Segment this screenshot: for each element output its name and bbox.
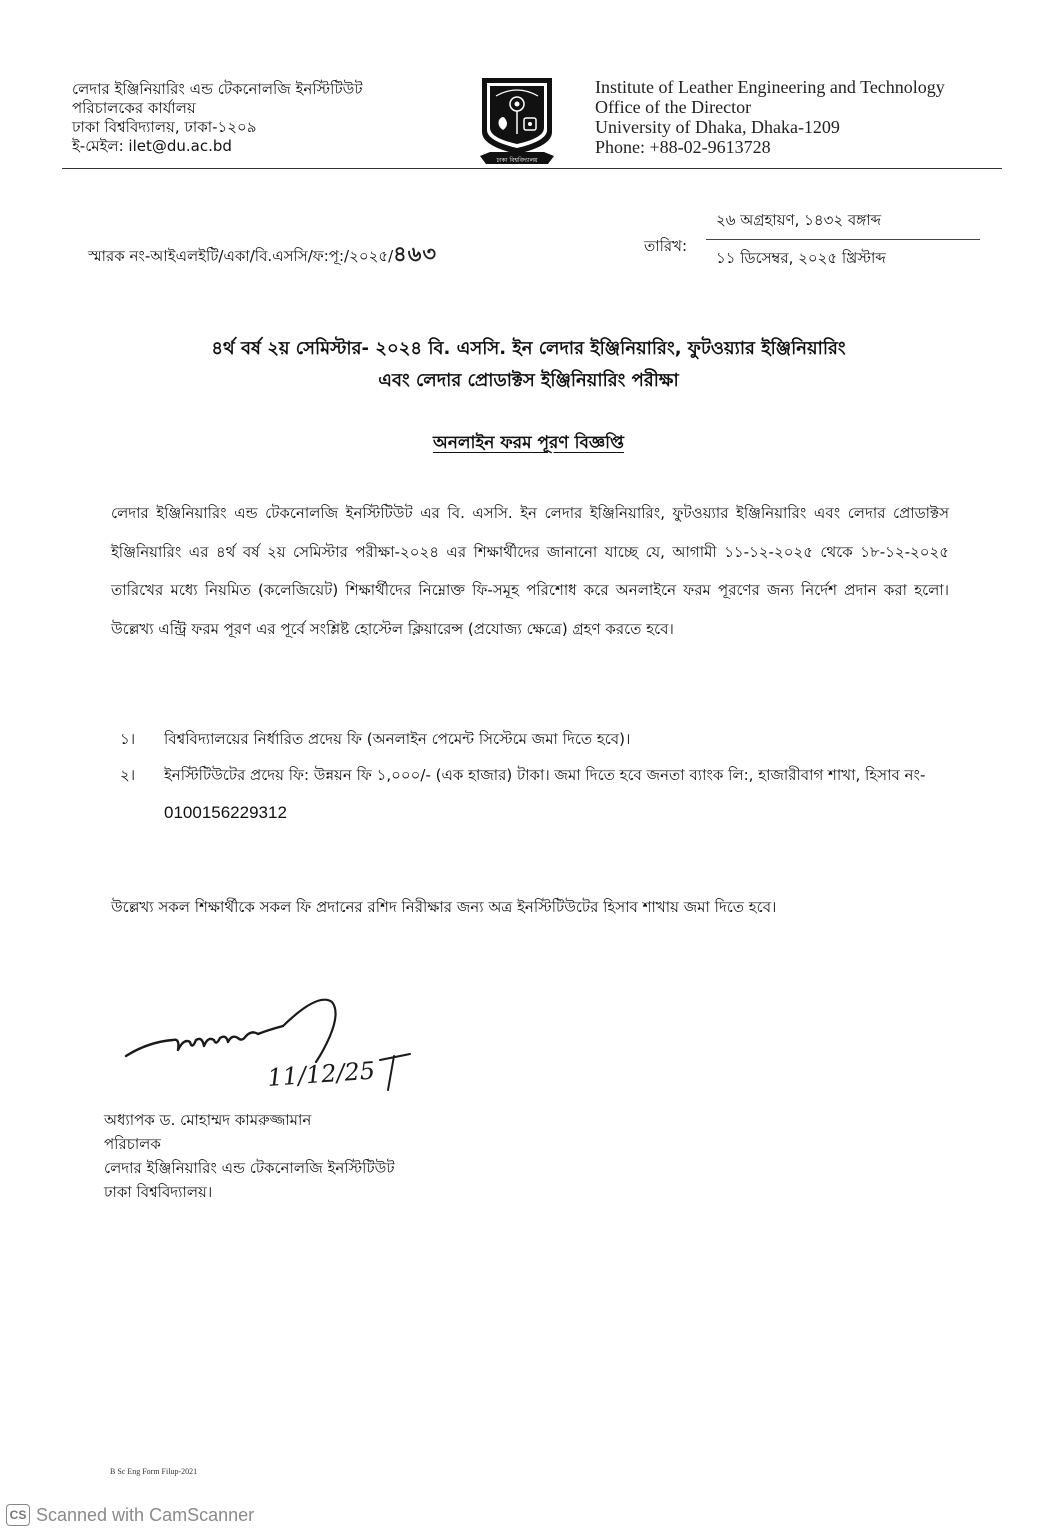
signature [118, 990, 418, 1100]
signer-institute: লেদার ইঞ্জিনিয়ারিং এন্ড টেকনোলজি ইনস্টিটিউট [104, 1159, 395, 1177]
memo-handwritten-number: ৪৬৩ [393, 241, 438, 266]
header-english-line: Office of the Director [595, 97, 752, 117]
header-bangla-line: ই-মেইল: ilet@du.ac.bd [72, 137, 232, 155]
notice-subtitle-text: অনলাইন ফরম পূরণ বিজ্ঞপ্তি [432, 433, 625, 453]
date-english: ১১ ডিসেম্বর, ২০২৫ খ্রিস্টাব্দ [716, 249, 886, 267]
notice-title-line-1: ৪র্থ বর্ষ ২য় সেমিস্টার- ২০২৪ বি. এসসি. ইন লেদার ইঞ্জিনিয়ারিং, ফুটওয়্যার ইঞ্জিনিয়ারিং [211, 338, 846, 359]
notice-note: উল্লেখ্য সকল শিক্ষার্থীকে সকল ফি প্রদানের রশিদ নিরীক্ষার জন্য অত্র ইনস্টিটিউটের হিসাব শাখায় জমা দিতে হবে। [111, 898, 777, 916]
header-bangla-line: লেদার ইঞ্জিনিয়ারিং এন্ড টেকনোলজি ইনস্টিটিউট [72, 80, 363, 98]
date-divider [706, 239, 980, 240]
memo-label: স্মারক নং-আইএলইটি/একা/বি.এসসি/ফ:পূ:/২০২৫/ [88, 247, 394, 265]
camscanner-text: Scanned with CamScanner [36, 1504, 255, 1525]
signature-date: 11/12/25 [266, 1056, 376, 1092]
date-bangla: ২৬ অগ্রহায়ণ, ১৪৩২ বঙ্গাব্দ [716, 211, 882, 229]
header-english-block [595, 77, 945, 157]
header-english-line: University of Dhaka, Dhaka-1209 [595, 117, 840, 137]
account-number: 0100156229312 [164, 803, 287, 822]
svg-text:ঢাকা বিশ্ববিদ্যালয়: ঢাকা বিশ্ববিদ্যালয় [496, 157, 538, 164]
list-item-number: ২। [120, 766, 136, 784]
university-emblem-icon [476, 74, 558, 168]
header-bangla-line: ঢাকা বিশ্ববিদ্যালয়, ঢাকা-১২০৯ [72, 118, 257, 136]
date-label: তারিখ: [644, 237, 688, 255]
list-item-number: ১। [120, 730, 136, 748]
memo-number [88, 238, 437, 273]
list-item-text: বিশ্ববিদ্যালয়ের নির্ধারিত প্রদেয় ফি (অনলাইন পেমেন্ট সিস্টেমে জমা দিতে হবে)। [164, 730, 631, 748]
header-divider [62, 168, 1002, 169]
signer-name: অধ্যাপক ড. মোহাম্মদ কামরুজ্জামান [104, 1111, 312, 1129]
list-item-text: ইনস্টিটিউটের প্রদেয় ফি: উন্নয়ন ফি ১,০০০/- (এক হাজার) টাকা। জমা দিতে হবে জনতা ব্যাংক লি:, হাজারীবাগ শাখা, হিসাব নং- [164, 766, 926, 784]
notice-subtitle [0, 430, 1057, 458]
header-english-line: Institute of Leather Engineering and Technology [595, 77, 945, 97]
signer-block [104, 1108, 395, 1204]
notice-title-line-2: এবং লেদার প্রোডাক্টস ইঞ্জিনিয়ারিং পরীক্ষা [378, 370, 679, 391]
header-bangla-line: পরিচালকের কার্যালয় [72, 99, 196, 117]
camscanner-icon: CS [6, 1504, 30, 1526]
signer-university: ঢাকা বিশ্ববিদ্যালয়। [104, 1183, 213, 1201]
signer-title: পরিচালক [104, 1135, 161, 1153]
list-item-text-wrap [164, 756, 954, 832]
camscanner-watermark [6, 1504, 254, 1526]
notice-body: লেদার ইঞ্জিনিয়ারিং এন্ড টেকনোলজি ইনস্টিটিউট এর বি. এসসি. ইন লেদার ইঞ্জিনিয়ারিং, ফুটওয়্যার ইঞ্জিনিয়ারিং এবং লেদার প্রোডাক্টস ইঞ্জিনিয়ারিং এর ৪র্থ বর্ষ ২য় সেমিস্টার পরীক্ষা-২০২৪ এর শিক্ষার্থীদের জানানো যাচ্ছে যে, আগামী ১১-১২-২০২৫ থেকে ১৮-১২-২০২৫ তারিখের মধ্যে নিয়মিত (কলেজিয়েট) শিক্ষার্থীদের নিম্নোক্ত ফি-সমূহ পরিশোধ করে অনলাইনে ফরম পূরণের জন্য নির্দেশ প্রদান করা হলো। উল্লেখ্য এন্ট্রি ফরম পূরণ এর পূর্বে সংশ্লিষ্ট হোস্টেল ক্লিয়ারেন্স (প্রযোজ্য ক্ষেত্রে) গ্রহণ করতে হবে। [111, 504, 949, 638]
header-bangla-block [72, 80, 363, 156]
header-english-line: Phone: +88-02-9613728 [595, 137, 771, 157]
form-code: B Sc Eng Form Filup-2021 [110, 1467, 198, 1476]
